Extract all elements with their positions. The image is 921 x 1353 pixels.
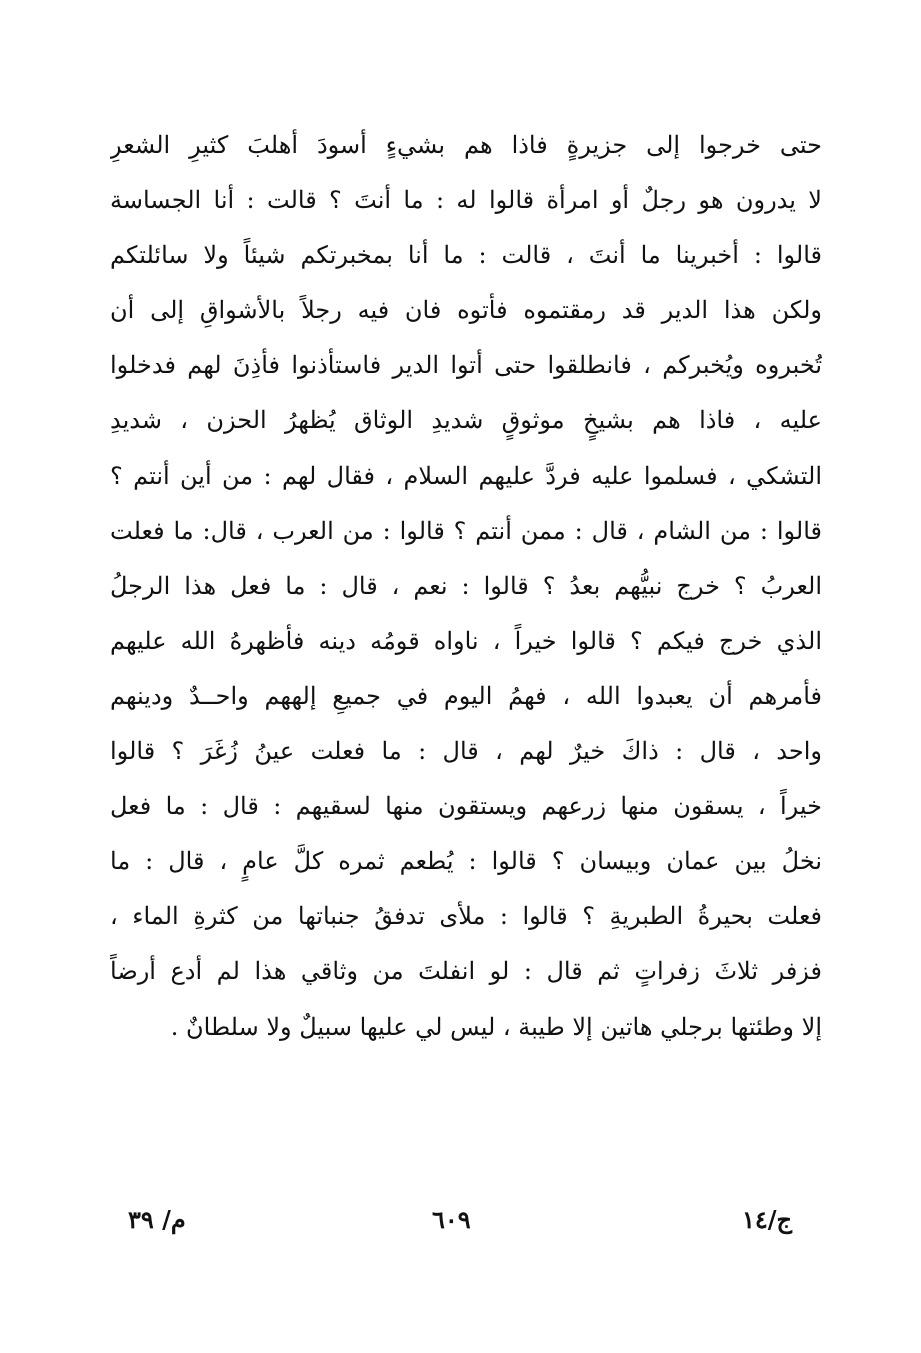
text-line: فأمرهم أن يعبدوا الله ، فهمُ اليوم في جميعِ إلههم واحــدٌ ودينهم — [110, 681, 822, 710]
text-line: التشكي ، فسلموا عليه فردَّ عليهم السلام ، فقال لهم : من أين أنتم ؟ — [110, 461, 822, 490]
page-number: ٦٠٩ — [432, 1205, 471, 1234]
text-line: واحد ، قال : ذاكَ خيرٌ لهم ، قال : ما فعلت عينُ زُغَرَ ؟ قالوا — [110, 737, 822, 766]
text-line: ولكن هذا الدير قد رمقتموه فأتوه فان فيه رجلاً بالأشواقِ إلى أن — [110, 296, 822, 325]
text-line: الذي خرج فيكم ؟ قالوا خيراً ، ناواه قومُه دينه فأظهرهُ الله عليهم — [110, 626, 822, 655]
body-text — [110, 118, 822, 1055]
text-line: تُخبروه ويُخبركم ، فانطلقوا حتى أتوا الدير فاستأذنوا فأذِنَ لهم فدخلوا — [110, 351, 822, 380]
text-line: قالوا : من الشام ، قال : ممن أنتم ؟ قالوا : من العرب ، قال: ما فعلت — [110, 516, 822, 545]
text-line: قالوا : أخبرينا ما أنتَ ، قالت : ما أنا بمخبرتكم شيئاً ولا سائلتكم — [110, 241, 822, 270]
text-line: لا يدرون هو رجلٌ أو امرأة قالوا له : ما أنتَ ؟ قالت : أنا الجساسة — [110, 186, 822, 215]
text-line: حتى خرجوا إلى جزيرةٍ فاذا هم بشيءٍ أسودَ أهلبَ كثيرِ الشعرِ — [110, 131, 822, 159]
text-line: فعلت بحيرةُ الطبريةِ ؟ قالوا : ملأى تدفقُ جنباتها من كثرةِ الماء ، — [110, 902, 822, 931]
text-line: فزفر ثلاثَ زفراتٍ ثم قال : لو انفلتَ من وثاقي هذا لم أدع أرضاً — [110, 957, 822, 986]
text-line: نخلُ بين عمان وبيسان ؟ قالوا : يُطعم ثمره كلَّ عامٍ ، قال : ما — [110, 847, 822, 876]
text-line: خيراً ، يسقون منها زرعهم ويستقون منها لسقيهم : قال : ما فعل — [110, 792, 822, 821]
signature-marker: م/ ٣٩ — [128, 1205, 186, 1234]
volume-marker: ج/١٤ — [742, 1205, 793, 1234]
text-line: إلا وطئتها برجلي هاتين إلا طيبة ، ليس لي عليها سبيلٌ ولا سلطانٌ . — [170, 1012, 822, 1041]
text-line: العربُ ؟ خرج نبيُّهم بعدُ ؟ قالوا : نعم ، قال : ما فعل هذا الرجلُ — [110, 571, 822, 600]
text-line: عليه ، فاذا هم بشيخٍ موثوقٍ شديدِ الوثاق يُظهرُ الحزن ، شديدِ — [110, 406, 822, 435]
